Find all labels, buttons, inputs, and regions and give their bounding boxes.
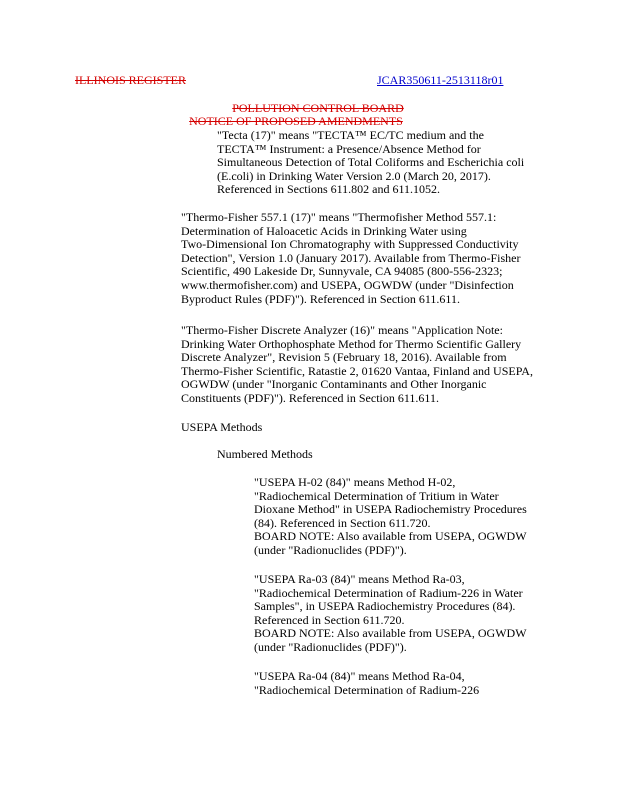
text-line: TECTA™ Instrument: a Presence/Absence Method for xyxy=(217,141,481,156)
text-line: "USEPA H-02 (84)" means Method H-02, xyxy=(254,475,456,489)
text-line: Scientific, 490 Lakeside Dr, Sunnyvale, CA 94085 (800-556-2323; xyxy=(181,264,503,279)
usepa-ra04-definition xyxy=(254,670,479,697)
text-line: "USEPA Ra-03 (84)" means Method Ra-03, xyxy=(254,572,465,586)
text-line: "Radiochemical Determination of Radium-226 in Water xyxy=(254,585,523,600)
text-line: "USEPA Ra-04 (84)" means Method Ra-04, xyxy=(254,669,465,683)
board-title: POLLUTION CONTROL BOARD xyxy=(232,101,404,115)
register-header: ILLINOIS REGISTER xyxy=(75,73,186,87)
text-line: Samples", in USEPA Radiochemistry Procedures (84). xyxy=(254,599,516,614)
text-line: BOARD NOTE: Also available from USEPA, OGWDW xyxy=(254,529,527,544)
text-line: "Tecta (17)" means "TECTA™ EC/TC medium and the xyxy=(217,128,484,142)
text-line: Discrete Analyzer", Revision 5 (February 18, 2016). Available from xyxy=(181,350,507,365)
usepa-h02-definition xyxy=(254,476,527,558)
text-line: Thermo-Fisher Scientific, Ratastie 2, 01620 Vantaa, Finland and USEPA, xyxy=(181,363,533,378)
text-line: Drinking Water Orthophosphate Method for Thermo Scientific Gallery xyxy=(181,336,522,351)
text-line: Simultaneous Detection of Total Coliforms and Escherichia coli xyxy=(217,155,525,170)
usepa-methods-heading: USEPA Methods xyxy=(181,420,263,434)
notice-title: NOTICE OF PROPOSED AMENDMENTS xyxy=(189,114,403,128)
text-line: OGWDW (under "Inorganic Contaminants and Other Inorganic xyxy=(181,377,487,392)
text-line: (84). Referenced in Section 611.720. xyxy=(254,515,431,530)
text-line: (under "Radionuclides (PDF)"). xyxy=(254,639,407,654)
thermo-fisher-discrete-definition xyxy=(181,324,533,406)
text-line: "Radiochemical Determination of Tritium in Water xyxy=(254,488,499,503)
text-line: Two-Dimensional Ion Chromatography with Suppressed Conductivity xyxy=(181,237,519,252)
thermo-fisher-557-definition xyxy=(181,211,521,306)
text-line: "Thermo-Fisher 557.1 (17)" means "Thermofisher Method 557.1: xyxy=(181,210,497,224)
document-id: JCAR350611-2513118r01 xyxy=(377,73,504,87)
text-line: Referenced in Sections 611.802 and 611.1052. xyxy=(217,182,441,197)
text-line: Dioxane Method" in USEPA Radiochemistry Procedures xyxy=(254,502,527,517)
tecta-definition xyxy=(217,129,524,197)
text-line: Byproduct Rules (PDF)"). Referenced in Section 611.611. xyxy=(181,291,460,306)
text-line: Detection", Version 1.0 (January 2017). Available from Thermo-Fisher xyxy=(181,250,521,265)
text-line: (under "Radionuclides (PDF)"). xyxy=(254,542,407,557)
text-line: (E.coli) in Drinking Water Version 2.0 (March 20, 2017). xyxy=(217,168,491,183)
text-line: "Radiochemical Determination of Radium-226 xyxy=(254,682,480,697)
text-line: Referenced in Section 611.720. xyxy=(254,612,405,627)
text-line: Determination of Haloacetic Acids in Drinking Water using xyxy=(181,223,467,238)
numbered-methods-heading: Numbered Methods xyxy=(217,447,313,461)
text-line: www.thermofisher.com) and USEPA, OGWDW (under "Disinfection xyxy=(181,277,514,292)
text-line: BOARD NOTE: Also available from USEPA, OGWDW xyxy=(254,626,527,641)
text-line: Constituents (PDF)"). Referenced in Section 611.611. xyxy=(181,390,439,405)
text-line: "Thermo-Fisher Discrete Analyzer (16)" means "Application Note: xyxy=(181,323,503,337)
usepa-ra03-definition xyxy=(254,573,527,655)
